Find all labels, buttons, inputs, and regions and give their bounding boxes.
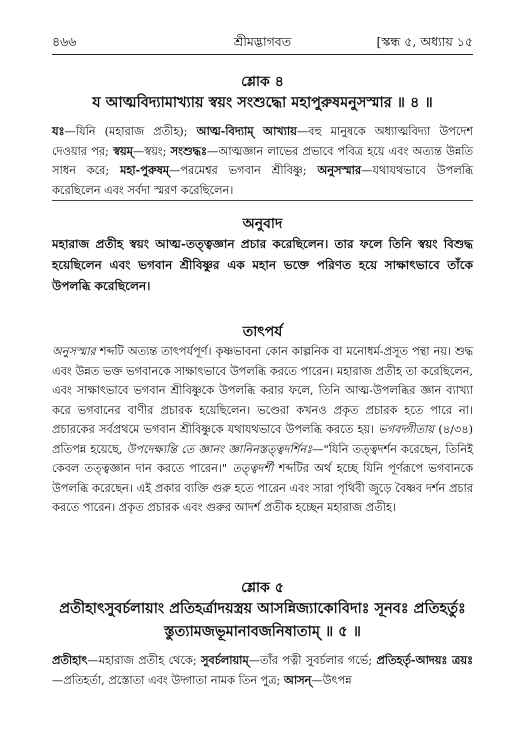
book-title: শ্রীমদ্ভাগবত xyxy=(233,34,292,49)
purport-heading: তাৎপর্য xyxy=(242,324,283,340)
synonym-meaning: —উৎপন্ন xyxy=(311,673,352,687)
purport-italic-term: তত্ত্বদর্শী xyxy=(232,462,274,475)
section-divider xyxy=(52,200,473,201)
synonym-term: প্রতীহাৎ xyxy=(52,653,88,667)
synonym-term: আত্ম-বিদ্যাম্ আখ্যায় xyxy=(196,124,297,138)
synonym-meaning: —যথাযথভাবে উপলব্ধি করেছিলেন এবং সর্বদা স্মরণ করেছিলেন। xyxy=(52,164,473,197)
translation-text: মহারাজ প্রতীহ স্বয়ং আত্ম-তত্ত্বজ্ঞান প্রচার করেছিলেন। তার ফলে তিনি স্বয়ং বিশুদ্ধ হয়েছিলেন এবং ভগবান শ্রীবিষ্ণুর এক মহান ভক্তে পরিণত হয়ে সাক্ষাৎভাবে তাঁকে উপলব্ধি করেছিলেন। xyxy=(52,237,473,293)
verse-5-text xyxy=(52,597,473,643)
purport-body: —"যিনি তত্ত্বদর্শন করেছেন, তিনিই কেবল তত্ত্বজ্ঞান দান করতে পারেন।" xyxy=(52,442,474,475)
synonym-term: সংশুদ্ধঃ xyxy=(170,143,207,158)
purport-body: শব্দটি অত্যন্ত তাৎপর্যপূর্ণ। কৃষ্ণভাবনা কোন কাল্পনিক বা মনোধর্ম-প্রসূত পন্থা নয়। শুদ্ধ এবং উন্নত ভক্ত ভগবানকে সাক্ষাৎভাবে উপলব্ধি করতে পারেন। মহারাজ প্রতীহ তা করেছিলেন, এবং সাক্ষাৎভাবে ভগবান শ্রীবিষ্ণুকে উপলব্ধি করার ফলে, তিনি আত্ম-উপলব্ধির জ্ঞান ব্যাখ্যা করে ভগবানের বাণীর প্রচারক হয়েছিলেন। ভণ্ডেরা কখনও প্রকৃত প্রচারক হতে পারে না। প্রচারকের সর্বপ্রথমে ভগবান শ্রীবিষ্ণুকে যথাযথভাবে উপলব্ধি করতে হয়। xyxy=(52,345,473,436)
verse-4-synonyms xyxy=(52,122,473,200)
synonym-meaning: —পরমেশ্বর ভগবান শ্রীবিষ্ণু; xyxy=(169,164,318,177)
purport-italic-term: ভগবদ্গীতায় xyxy=(378,423,435,436)
purport-text xyxy=(52,342,473,518)
synonym-term: মহা-পুরুষম্ xyxy=(120,163,170,177)
purport-body: শব্দটির অর্থ হচ্ছে যিনি পূর্ণরূপে ভগবানকে উপলব্ধি করেছেন। এই প্রকার ব্যক্তি গুরু হতে পারেন এবং সারা পৃথিবী জুড়ে বৈষ্ণব দর্শন প্রচার করতে পারেন। প্রকৃত প্রচারক এবং গুরুর আদর্শ প্রতীক হচ্ছেন মহারাজ প্রতীহ। xyxy=(52,462,473,514)
synonym-meaning: —আত্মজ্ঞান লাভের প্রভাবে পবিত্র হয়ে এবং অত্যন্ত উন্নতি সাধন করে; xyxy=(52,144,473,177)
translation-heading: অনুবাদ xyxy=(242,216,283,232)
synonym-meaning: —বহু মানুষকে অধ্যাত্মবিদ্যা উপদেশ দেওয়ার পর; xyxy=(52,125,473,158)
synonym-term: আসন্ xyxy=(283,672,312,687)
purport-quote: উপদেক্ষ্যন্তি তে জ্ঞানং জ্ঞানিনস্তত্ত্বদর্শিনঃ xyxy=(126,442,313,456)
page-number: ৪৬৬ xyxy=(52,34,77,49)
verse-4-text: য আত্মবিদ্যামাখ্যায় স্বয়ং সংশুদ্ধো মহাপুরুষমনুসস্মার ॥ ৪ ॥ xyxy=(92,94,433,111)
synonym-term: স্বয়ম্ xyxy=(113,143,133,158)
verse-5-line-1: প্রতীহাৎসুবর্চলায়াং প্রতিহর্ত্রাদয়স্ত্রয় আসন্নিজ্যাকোবিদাঃ সূনবঃ প্রতিহর্তুঃ xyxy=(59,600,466,617)
purport-body: (৪/৩৪) প্রতিপন্ন হয়েছে, xyxy=(52,423,473,456)
synonym-term: যঃ xyxy=(52,124,65,138)
verse-5-synonyms xyxy=(52,651,473,690)
synonym-meaning: —স্বয়ং; xyxy=(132,144,171,158)
synonym-meaning: —যিনি (মহারাজ প্রতীহ); xyxy=(64,125,197,138)
purport-italic-term: অনুসস্মার xyxy=(52,345,96,358)
running-header xyxy=(52,34,473,55)
verse-5-line-2: স্তুত্যামজভূমানাবজনিষাতাম্ ॥ ৫ ॥ xyxy=(164,623,361,640)
synonym-meaning: —প্রতিহর্তা, প্রস্তোতা এবং উদ্গাতা নামক তিন পুত্র; xyxy=(52,673,284,687)
synonym-meaning: —মহারাজ প্রতীহ থেকে; xyxy=(87,654,201,667)
verse-4-label: শ্লোক ৪ xyxy=(241,74,284,90)
synonym-term: অনুসস্মার xyxy=(317,163,362,177)
verse-5-label: শ্লোক ৫ xyxy=(241,580,284,596)
section-label: [স্কন্ধ ৫, অধ্যায় ১৫ xyxy=(376,34,473,49)
synonym-term: প্রতিহর্তৃ-আদয়ঃ ত্রয়ঃ xyxy=(376,653,474,667)
synonym-term: সুবর্চলায়াম্ xyxy=(200,653,249,667)
synonym-meaning: —তাঁর পত্নী সুবর্চলার গর্ভে; xyxy=(248,654,377,667)
